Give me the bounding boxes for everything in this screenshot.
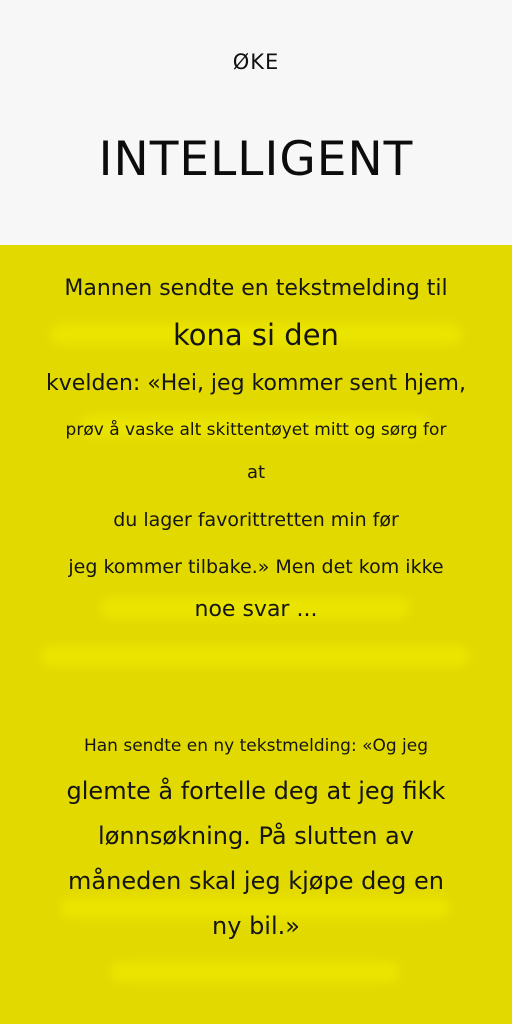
story-line: prøv å vaske alt skittentøyet mitt og sørg for: [65, 420, 447, 440]
story-line: kona si den: [173, 318, 339, 352]
title-header: [0, 0, 512, 245]
kicker-text: ØKE: [232, 50, 280, 74]
ghost-text-band: [40, 645, 470, 667]
story-line: Mannen sendte en tekstmelding til: [64, 276, 448, 301]
story-line: Han sendte en ny tekstmelding: «Og jeg: [83, 736, 429, 756]
story-line: du lager favorittretten min før: [113, 509, 399, 531]
story-line: lønnsøkning. På slutten av: [98, 822, 414, 850]
story-line: noe svar ...: [194, 597, 318, 622]
story-line: glemte å fortelle deg at jeg fikk: [66, 777, 446, 805]
story-panel: [0, 245, 512, 1024]
story-line: ny bil.»: [212, 912, 300, 940]
headline: INTELLIGENT: [98, 132, 414, 187]
story-line: jeg kommer tilbake.» Men det kom ikke: [68, 556, 444, 578]
story-line: måneden skal jeg kjøpe deg en: [68, 867, 444, 895]
ghost-text-band: [110, 961, 400, 983]
story-line: kvelden: «Hei, jeg kommer sent hjem,: [46, 371, 466, 396]
story-line: at: [246, 462, 266, 483]
